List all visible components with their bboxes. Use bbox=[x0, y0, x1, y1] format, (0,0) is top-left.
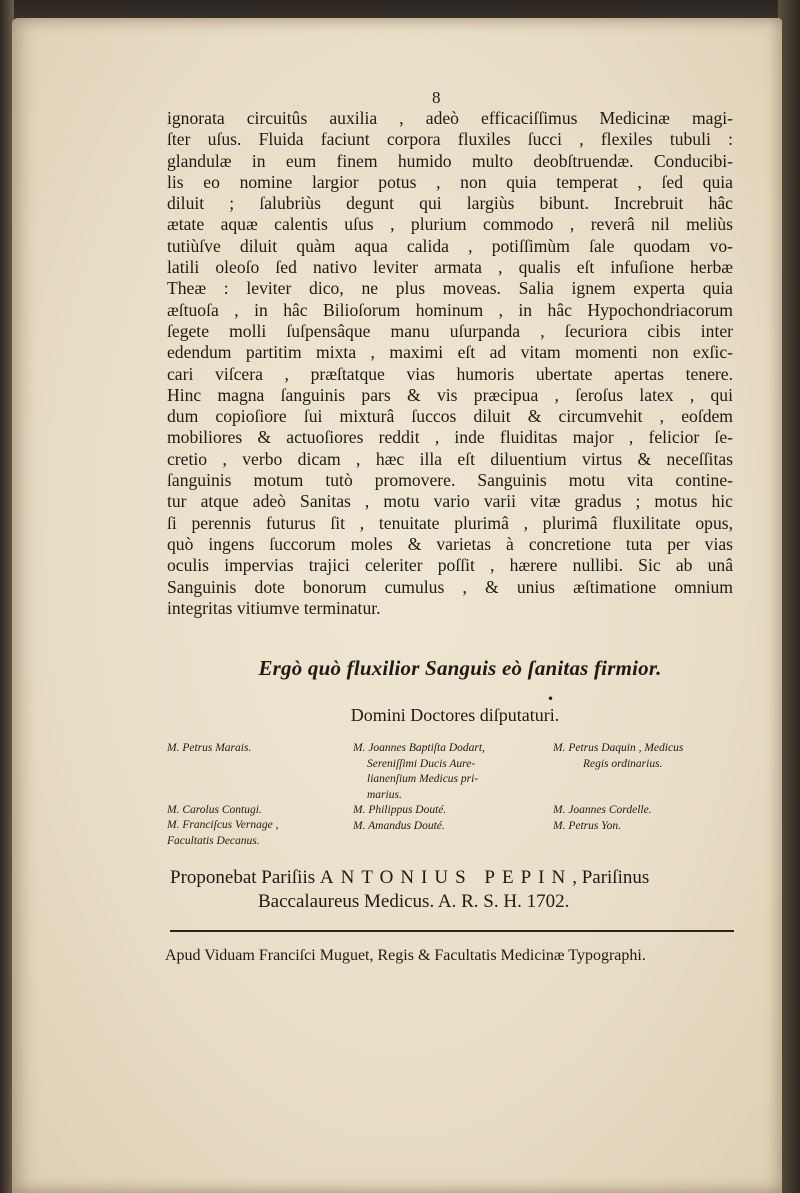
doctor-title: marius. bbox=[367, 788, 402, 801]
page-number: 8 bbox=[432, 88, 441, 107]
body-paragraph bbox=[167, 108, 733, 619]
doctor-name: M. Franciſcus Vernage , bbox=[167, 819, 279, 831]
divider-rule bbox=[170, 930, 734, 932]
body-line: Theæ : leviter dico, ne plus moveas. Salia ignem experta quia bbox=[167, 278, 733, 299]
body-line: tur atque adeò Sanitas , motu vario varii vitæ gradus ; motus hic bbox=[167, 491, 733, 512]
doctor-name: M. Amandus Douté. bbox=[353, 819, 445, 832]
body-line: ſi perennis futurus ſit , tenuitate plurimâ , plurimâ fluxilitate opus, bbox=[167, 512, 733, 533]
body-line: ætate aquæ calentis uſus , plurium commodo , reverâ nil meliùs bbox=[167, 214, 733, 235]
doctors-column-1 bbox=[167, 741, 347, 849]
doctor-name: M. Petrus Marais. bbox=[167, 742, 252, 754]
body-line: integritas vitiumve terminatur. bbox=[167, 597, 381, 618]
doctor-title: Facultatis Decanus. bbox=[167, 834, 260, 847]
thesis-statement: Ergò quò fluxilior Sanguis eò ſanitas firmior. bbox=[258, 656, 662, 680]
body-line: edendum partitim mixta , maximi eſt ad vitam momenti non exſic- bbox=[167, 342, 733, 363]
body-line: ſanguinis motum tutò promovere. Sanguinis motu vita contine- bbox=[167, 470, 733, 491]
doctor-name: M. Joannes Baptiſta Dodart, bbox=[353, 742, 485, 754]
doctors-heading: Domini Doctores diſputaturi. bbox=[350, 705, 560, 725]
doctor-title: lianenſium Medicus pri- bbox=[367, 773, 479, 785]
body-line: æſtuoſa , in hâc Bilioſorum hominum , in hâc Hypochondriacorum bbox=[167, 299, 733, 320]
respondent-name-line: Proponebat Pariſiis ANTONIUS PEPIN, Pariſinus bbox=[170, 867, 650, 888]
doctors-column-2 bbox=[353, 741, 553, 834]
body-line: quò ingens ſuccorum moles & varietas à concretione tuta per vias bbox=[167, 533, 733, 554]
body-line: cretio , verbo dicam , hæc illa eſt diluentium virtus & neceſſitas bbox=[167, 448, 733, 469]
doctor-name: M. Petrus Yon. bbox=[553, 819, 621, 832]
doctor-name: M. Joannes Cordelle. bbox=[553, 804, 652, 816]
body-line: latili oleoſo ſed nativo leviter armata , qualis eſt infuſione herbæ bbox=[167, 257, 733, 278]
respondent-line bbox=[170, 866, 736, 914]
doctor-name: M. Philippus Douté. bbox=[353, 804, 447, 816]
doctor-title: Regis ordinarius. bbox=[583, 757, 663, 770]
body-line: mobiliores & actuoſiores reddit , inde fluiditas major , felicior ſe- bbox=[167, 427, 733, 448]
body-line: ſter uſus. Fluida faciunt corpora fluxiles ſucci , flexiles tubuli : bbox=[167, 129, 733, 150]
body-line: ignorata circuitûs auxilia , adeò efficaciſſimus Medicinæ magi- bbox=[167, 108, 733, 128]
body-line: diluit ; ſalubriùs degunt qui largiùs bibunt. Increbruit hâc bbox=[167, 193, 733, 214]
body-line: glandulæ in eum finem humido multo deobſtruendæ. Conducibi- bbox=[167, 150, 733, 171]
respondent-degree-line: Baccalaureus Medicus. A. R. S. H. 1702. bbox=[258, 891, 570, 912]
body-line: dum copioſiore ſui mixturâ ſuccos diluit & circumvehit , eoſdem bbox=[167, 406, 733, 427]
printer-imprint: Apud Viduam Franciſci Muguet, Regis & Facultatis Medicinæ Typographi. bbox=[165, 947, 646, 964]
body-line: ſegete molli ſuſpensâque manu uſurpanda , ſecuriora cibis inter bbox=[167, 320, 733, 341]
body-line: Hinc magna ſanguinis pars & vis præcipua , ſeroſus latex , qui bbox=[167, 384, 733, 405]
body-line: lis eo nomine largior potus , non quia temperat , ſed quia bbox=[167, 171, 733, 192]
doctor-name: M. Petrus Daquin , Medicus bbox=[553, 742, 684, 754]
body-line: Sanguinis dote bonorum cumulus , & unius æſtimatione omnium bbox=[167, 576, 733, 597]
body-line: oculis impervias trajici celeriter poſſit , hærere nullibi. Sic ab unâ bbox=[167, 555, 733, 576]
body-line: cari viſcera , præſtatque vias humoris ubertate apertas tenere. bbox=[167, 363, 733, 384]
ornament-dot: • bbox=[547, 692, 555, 706]
doctors-column-3 bbox=[553, 741, 753, 834]
body-line: tutiùſve diluit quàm aqua calida , potiſſimùm ſale quodam vo- bbox=[167, 235, 733, 256]
doctor-title: Sereniſſimi Ducis Aure- bbox=[367, 757, 476, 770]
doctor-name: M. Carolus Contugi. bbox=[167, 803, 262, 816]
